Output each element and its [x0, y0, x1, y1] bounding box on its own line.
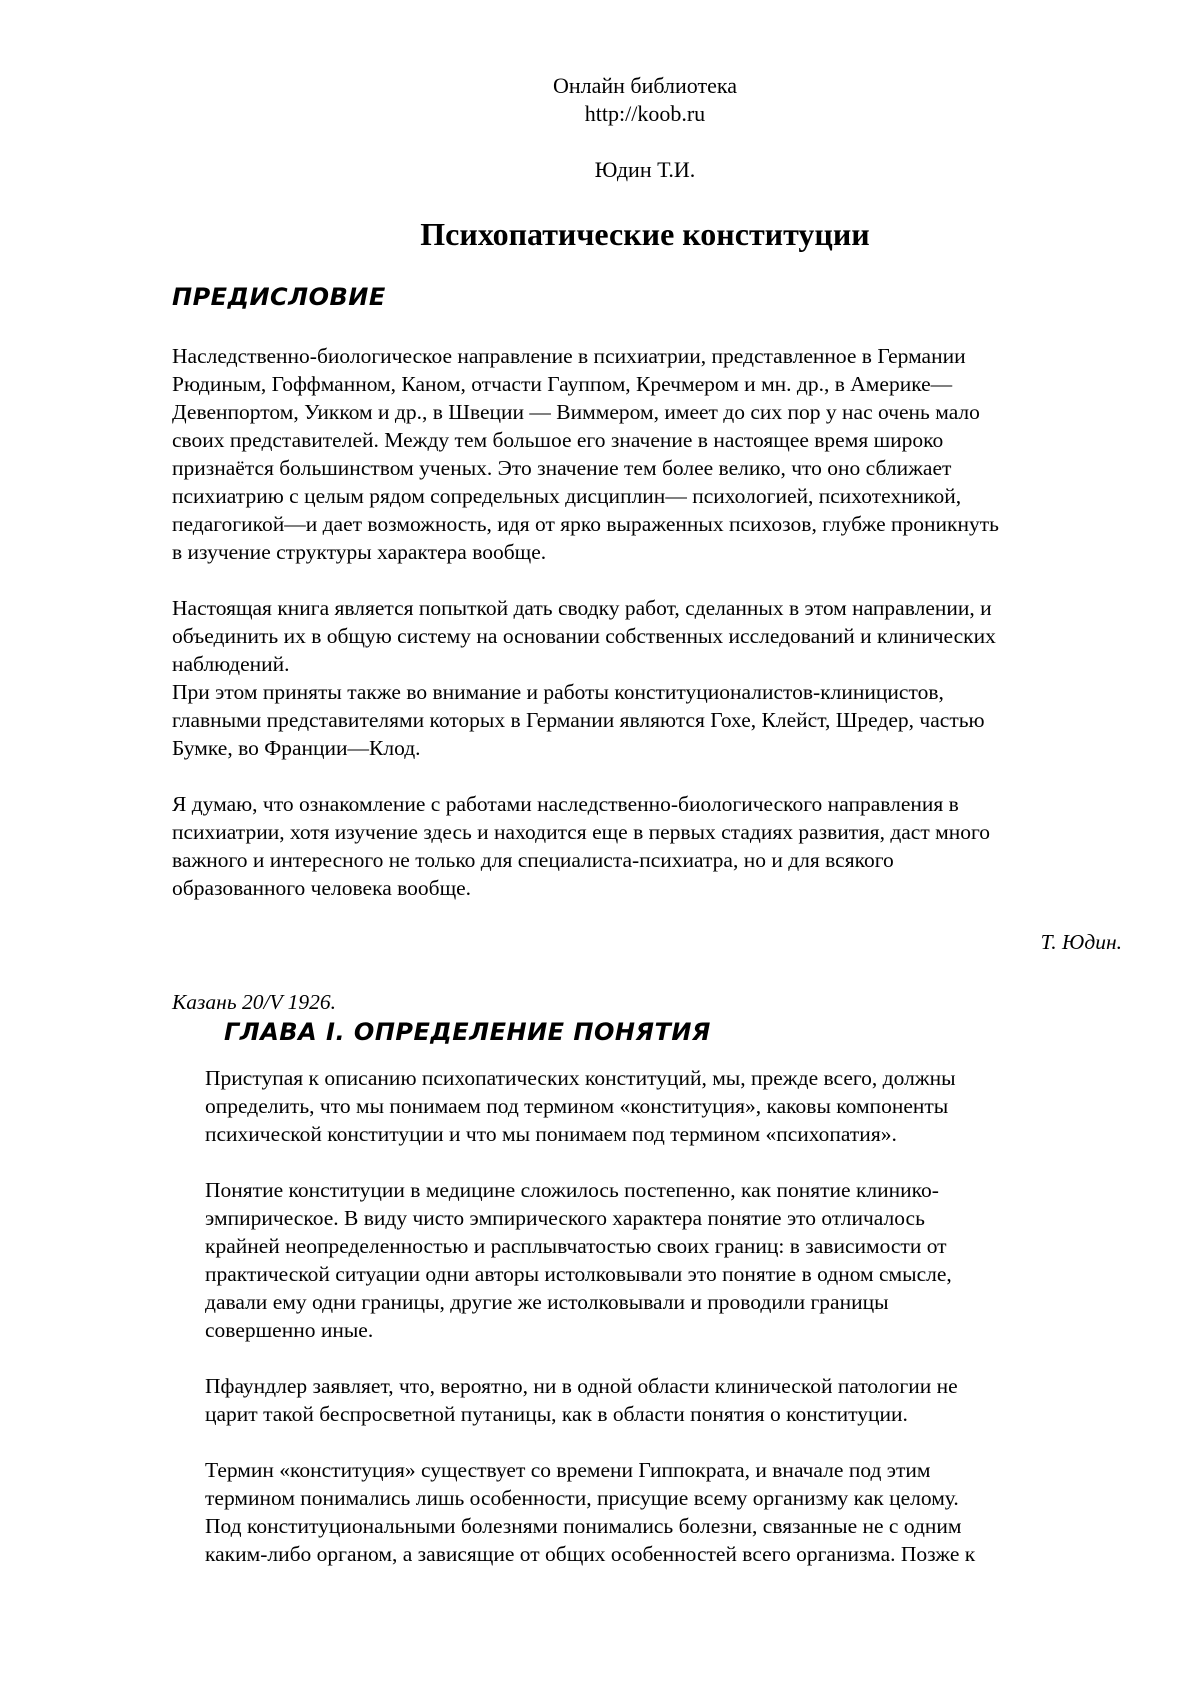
document-title: Психопатические конституции	[420, 216, 870, 252]
text-line: Рюдиным, Гоффманном, Каном, отчасти Гауппом, Кречмером и мн. др., в Америке—	[172, 372, 953, 396]
text-line: давали ему одни границы, другие же истолковывали и проводили границы	[205, 1290, 889, 1314]
text-line: эмпирическое. В виду чисто эмпирического характера понятие это отличалось	[205, 1206, 925, 1230]
text-line: крайней неопределенностью и расплывчатостью своих границ: в зависимости от	[205, 1234, 947, 1258]
text-line: психиатрии, хотя изучение здесь и находится еще в первых стадиях развития, даст много	[172, 820, 991, 844]
text-line: главными представителями которых в Германии являются Гохе, Клейст, Шредер, частью	[172, 708, 985, 732]
text-line: объединить их в общую систему на основании собственных исследований и клинических	[172, 624, 996, 648]
author-name: Юдин Т.И.	[594, 157, 696, 182]
text-line: Настоящая книга является попыткой дать сводку работ, сделанных в этом направлении, и	[172, 596, 992, 620]
text-line: Понятие конституции в медицине сложилось постепенно, как понятие клинико-	[205, 1178, 939, 1202]
preface-paragraph-2	[172, 594, 996, 762]
text-line: термином понимались лишь особенности, присущие всему организму как целому.	[205, 1486, 959, 1510]
text-line: важного и интересного не только для специалиста-психиатра, но и для всякого	[172, 848, 894, 872]
library-url[interactable]: http://koob.ru	[584, 101, 706, 126]
chapter-paragraph-3	[205, 1372, 958, 1428]
library-name: Онлайн библиотека	[552, 73, 738, 98]
text-line: Бумке, во Франции—Клод.	[172, 736, 421, 760]
text-line: Наследственно-биологическое направление в психиатрии, представленное в Германии	[172, 344, 966, 368]
text-line: Под конституциональными болезнями понимались болезни, связанные не с одним	[205, 1514, 962, 1538]
text-line: признаётся большинством ученых. Это значение тем более велико, что оно сближает	[172, 456, 952, 480]
chapter-paragraph-1	[205, 1064, 956, 1148]
text-line: образованного человека вообще.	[172, 876, 472, 900]
chapter-heading: ГЛАВА I. ОПРЕДЕЛЕНИЕ ПОНЯТИЯ	[224, 1018, 711, 1046]
text-line: педагогикой—и дает возможность, идя от ярко выраженных психозов, глубже проникнуть	[172, 512, 999, 536]
text-line: Пфаундлер заявляет, что, вероятно, ни в одной области клинической патологии не	[205, 1374, 958, 1398]
text-line: в изучение структуры характера вообще.	[172, 540, 547, 564]
text-line: каким-либо органом, а зависящие от общих особенностей всего организма. Позже к	[205, 1542, 976, 1566]
text-line: определить, что мы понимаем под термином «конституция», каковы компоненты	[205, 1094, 949, 1118]
text-line: совершенно иные.	[205, 1318, 374, 1342]
text-line: своих представителей. Между тем большое его значение в настоящее время широко	[172, 428, 944, 452]
preface-signature: Т. Юдин.	[1040, 930, 1122, 954]
text-line: практической ситуации одни авторы истолковывали это понятие в одном смысле,	[205, 1262, 952, 1286]
preface-heading: ПРЕДИСЛОВИЕ	[172, 283, 386, 311]
text-line: Термин «конституция» существует со времени Гиппократа, и вначале под этим	[205, 1458, 931, 1482]
text-line: Девенпортом, Уикком и др., в Швеции — Виммером, имеет до сих пор у нас очень мало	[172, 400, 980, 424]
text-line: Приступая к описанию психопатических конституций, мы, прежде всего, должны	[205, 1066, 956, 1090]
preface-place-date: Казань 20/V 1926.	[172, 990, 336, 1014]
chapter-paragraph-4	[205, 1456, 975, 1568]
text-line: Я думаю, что ознакомление с работами наследственно-биологического направления в	[172, 792, 959, 816]
text-line: психической конституции и что мы понимаем под термином «психопатия».	[205, 1122, 897, 1146]
text-line: царит такой беспросветной путаницы, как в области понятия о конституции.	[205, 1402, 908, 1426]
text-line: психиатрию с целым рядом сопредельных дисциплин— психологией, психотехникой,	[172, 484, 962, 508]
preface-paragraph-1	[172, 342, 999, 566]
text-line: наблюдений.	[172, 652, 290, 676]
preface-paragraph-3	[172, 790, 990, 902]
text-line: При этом приняты также во внимание и работы конституционалистов-клиницистов,	[172, 680, 944, 704]
chapter-paragraph-2	[205, 1176, 952, 1344]
